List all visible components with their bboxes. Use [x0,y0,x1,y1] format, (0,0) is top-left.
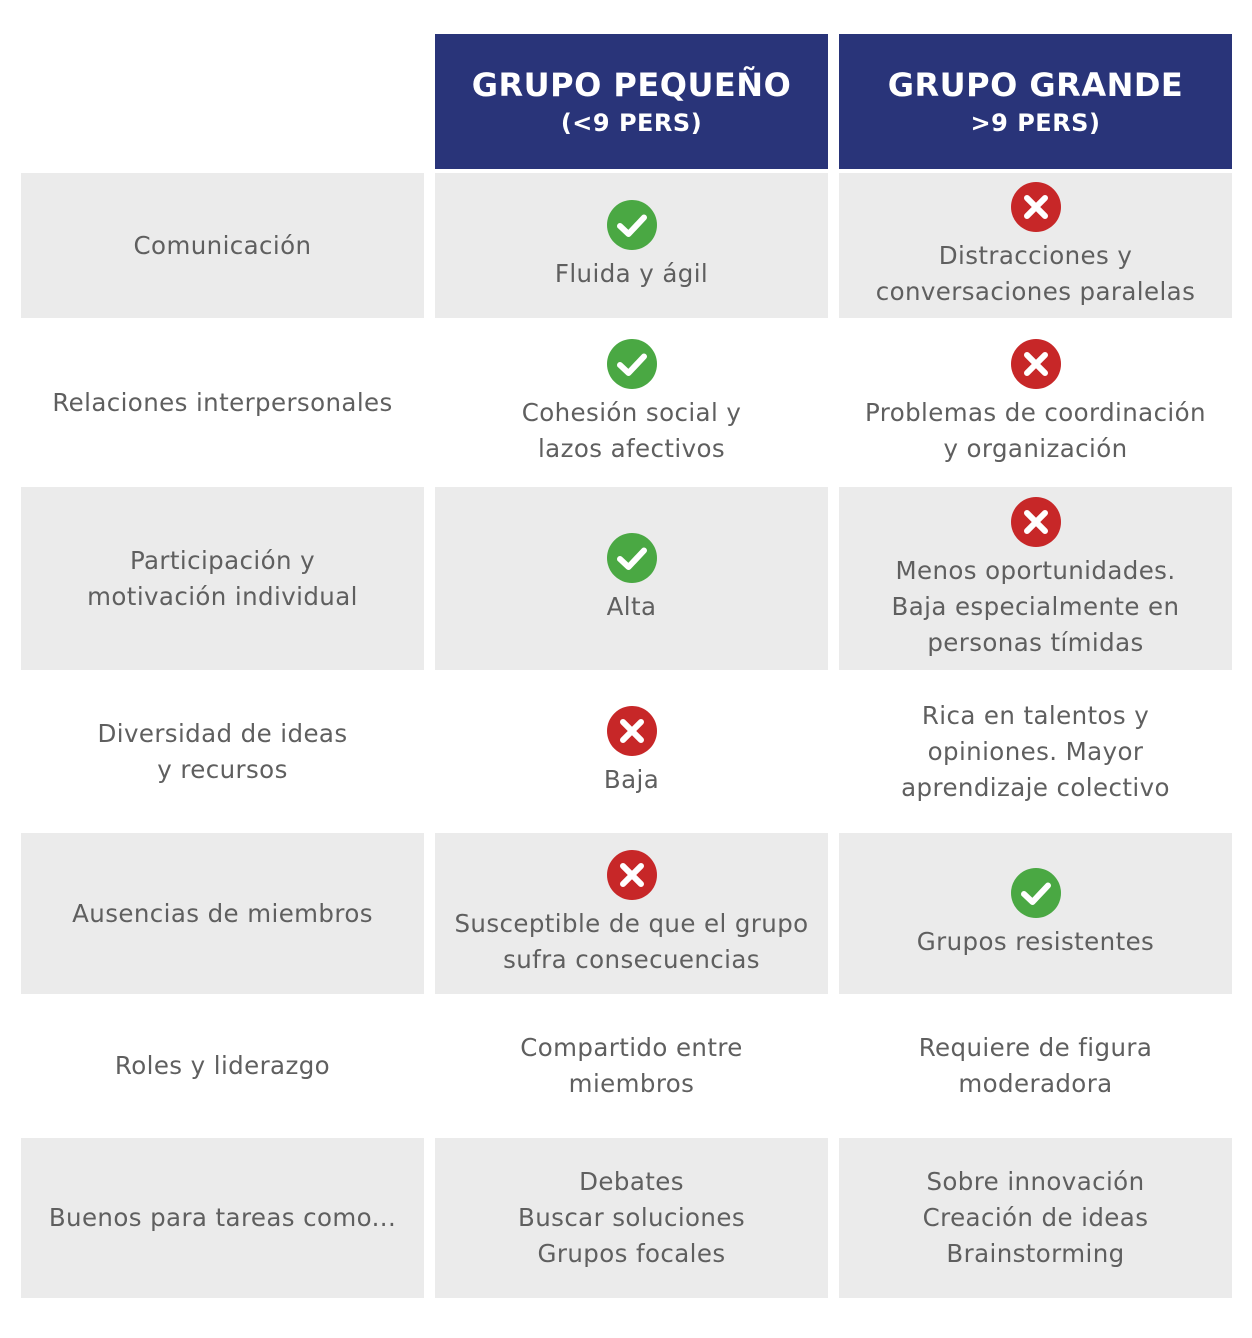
row-label-cell [21,487,424,670]
cell-text: Rica en talentos y opiniones. Mayor aprendizaje colectivo [901,700,1170,802]
cell-text: Debates Buscar soluciones Grupos focales [518,1167,745,1268]
header-large-group [839,34,1232,169]
row-label: Roles y liderazgo [114,1051,331,1080]
large-group-cell [839,318,1232,487]
row-label: Buenos para tareas como... [48,1203,397,1232]
small-group-cell [435,994,828,1138]
check-icon [607,339,657,389]
row-label: Diversidad de ideas y recursos [97,718,348,784]
small-group-cell [435,833,828,994]
large-group-cell [839,487,1232,670]
cell-text: Sobre innovación Creación de ideas Brainstorming [922,1167,1149,1268]
cell-text: Distracciones y conversaciones paralelas [875,240,1196,306]
cell-text: Alta [606,591,657,621]
row-label: Participación y motivación individual [87,545,358,611]
cell-text: Problemas de coordinación y organización [865,397,1206,463]
cell-text: Requiere de figura moderadora [918,1033,1153,1098]
large-group-cell [839,670,1232,833]
large-group-cell [839,173,1232,318]
header-small-subtitle: (<9 PERS) [560,108,703,137]
row-label: Comunicación [133,230,312,260]
cross-icon [607,850,657,900]
cross-icon [607,706,657,756]
row-label-cell [21,1138,424,1298]
header-large-subtitle: >9 PERS) [970,108,1101,137]
header-large-title: GRUPO GRANDE [887,65,1184,104]
cell-text: Cohesión social y lazos afectivos [521,397,742,463]
check-icon [1011,868,1061,918]
small-group-cell [435,318,828,487]
cell-text: Menos oportunidades. Baja especialmente en personas tímidas [891,555,1180,657]
cell-text: Compartido entre miembros [520,1033,743,1098]
small-group-cell [435,1138,828,1298]
row-label: Relaciones interpersonales [52,387,393,417]
cell-text: Baja [603,764,660,794]
large-group-cell [839,1138,1232,1298]
row-label-cell [21,173,424,318]
large-group-cell [839,994,1232,1138]
row-label-cell [21,833,424,994]
check-icon [607,200,657,250]
cross-icon [1011,182,1061,232]
small-group-cell [435,173,828,318]
cell-text: Fluida y ágil [554,258,709,288]
cell-text: Susceptible de que el grupo sufra consecuencias [454,908,809,974]
row-label-cell [21,994,424,1138]
row-label: Ausencias de miembros [72,898,373,928]
cell-text: Grupos resistentes [916,926,1155,956]
header-small-title: GRUPO PEQUEÑO [471,65,792,104]
small-group-cell [435,670,828,833]
cross-icon [1011,497,1061,547]
cross-icon [1011,339,1061,389]
row-label-cell [21,318,424,487]
header-small-group [435,34,828,169]
row-label-cell [21,670,424,833]
large-group-cell [839,833,1232,994]
check-icon [607,533,657,583]
small-group-cell [435,487,828,670]
